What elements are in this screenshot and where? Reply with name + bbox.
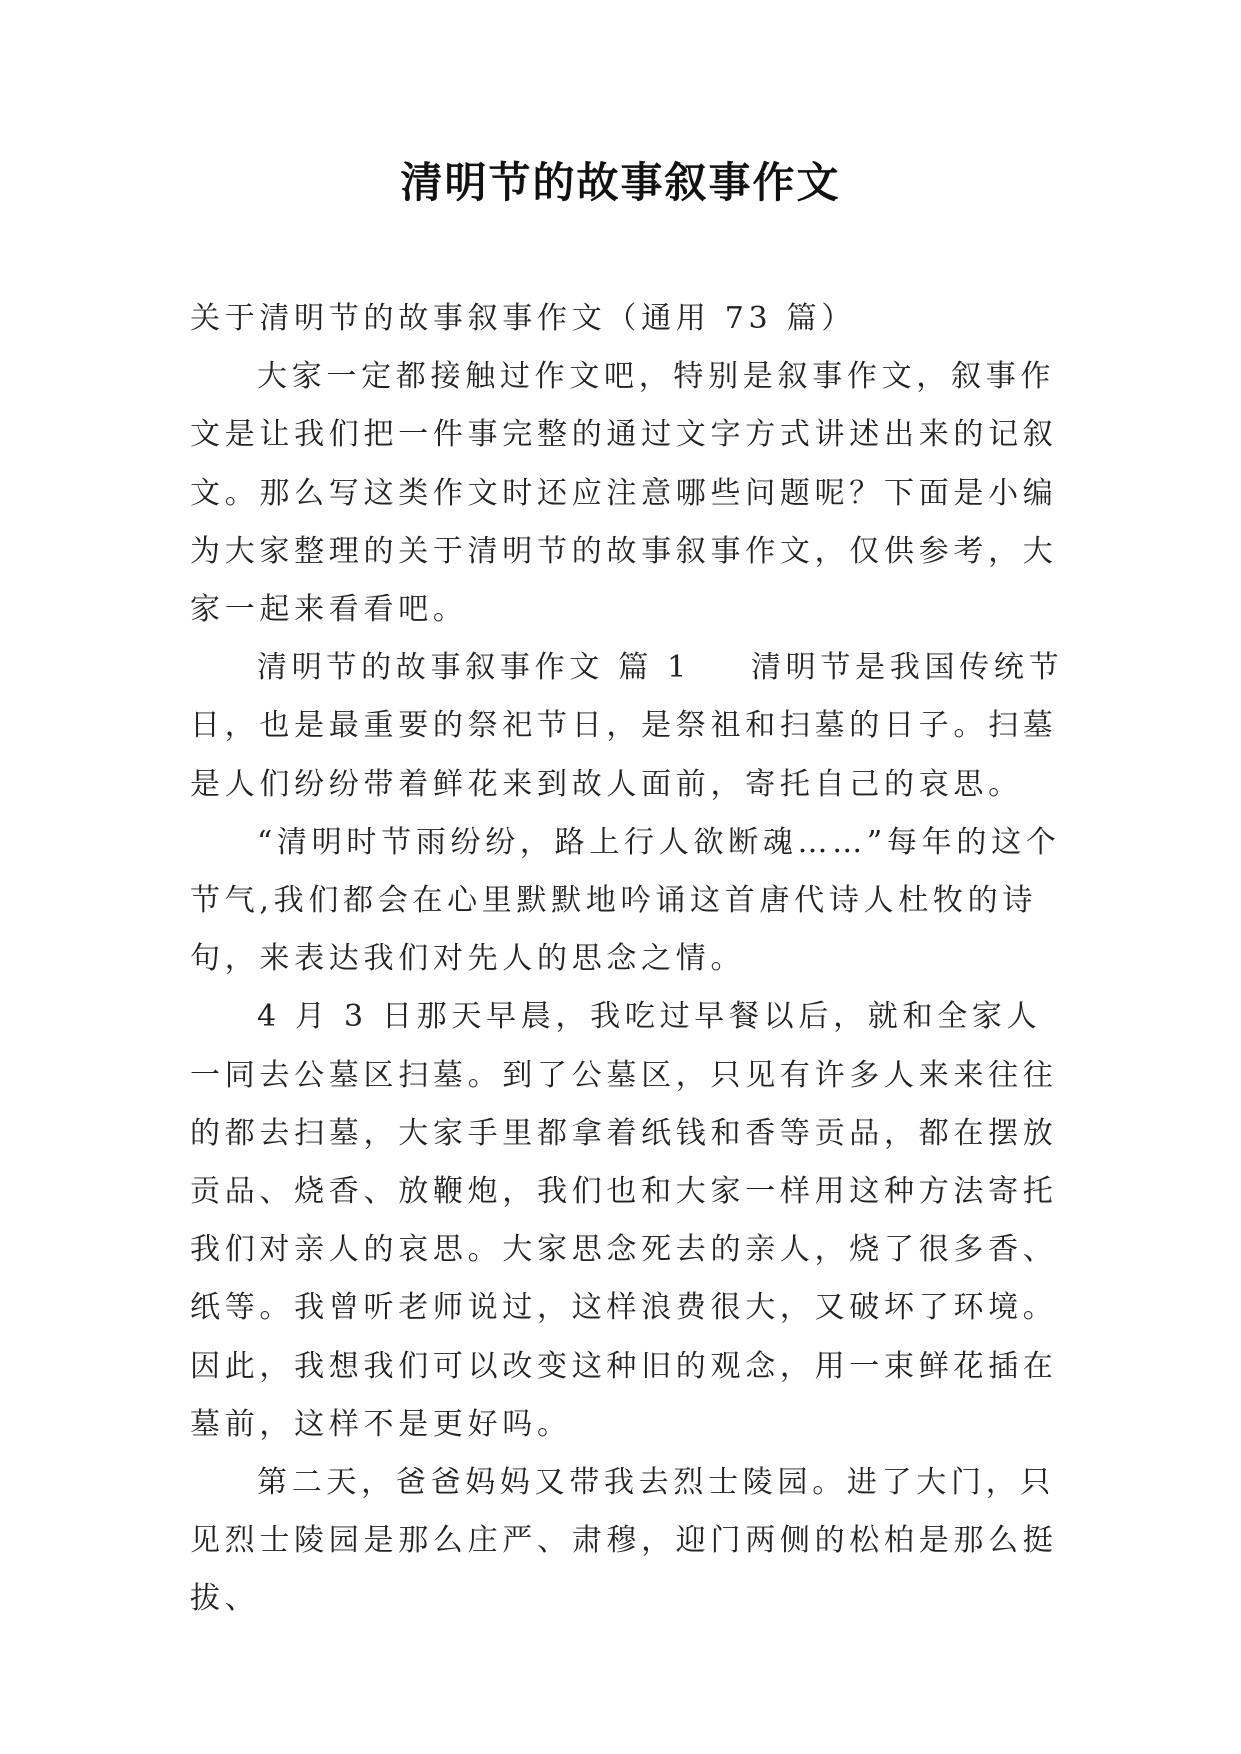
section-heading: 清明节的故事叙事作文 篇 1: [257, 650, 691, 686]
document-body: [190, 290, 1070, 1629]
section-first-text: 清明节是我国传统节日，也是最重要的祭祀节日，是祭祖和扫墓的日子。扫墓是人们纷纷带着鲜花来到故人面前，寄托自己的哀思。: [190, 650, 1064, 802]
body-paragraph: 4 月 3 日那天早晨，我吃过早餐以后，就和全家人一同去公墓区扫墓。到了公墓区，只见有许多人来来往往的都去扫墓，大家手里都拿着纸钱和香等贡品，都在摆放贡品、烧香、放鞭炮，我们也和大家一样用这种方法寄托我们对亲人的哀思。大家思念死去的亲人，烧了很多香、纸等。我曾听老师说过，这样浪费很大，又破坏了环境。因此，我想我们可以改变这种旧的观念，用一束鲜花插在墓前，这样不是更好吗。: [190, 999, 1058, 1442]
body-paragraph: “清明时节雨纷纷，路上行人欲断魂……”每年的这个节气,我们都会在心里默默地吟诵这首唐代诗人杜牧的诗句，来表达我们对先人的思念之情。: [190, 824, 1061, 977]
document-title: 清明节的故事叙事作文: [400, 158, 841, 207]
body-paragraph: 第二天，爸爸妈妈又带我去烈士陵园。进了大门，只见烈士陵园是那么庄严、肃穆，迎门两侧的松柏是那么挺拔、: [190, 1465, 1058, 1617]
section-paragraph: [190, 639, 1070, 814]
document-subtitle: 关于清明节的故事叙事作文（通用 73 篇）: [190, 301, 856, 336]
intro-paragraph: 大家一定都接触过作文吧，特别是叙事作文，叙事作文是让我们把一件事完整的通过文字方式讲述出来的记叙文。那么写这类作文时还应注意哪些问题呢？下面是小编为大家整理的关于清明节的故事叙事作文，仅供参考，大家一起来看看吧。: [190, 359, 1058, 628]
